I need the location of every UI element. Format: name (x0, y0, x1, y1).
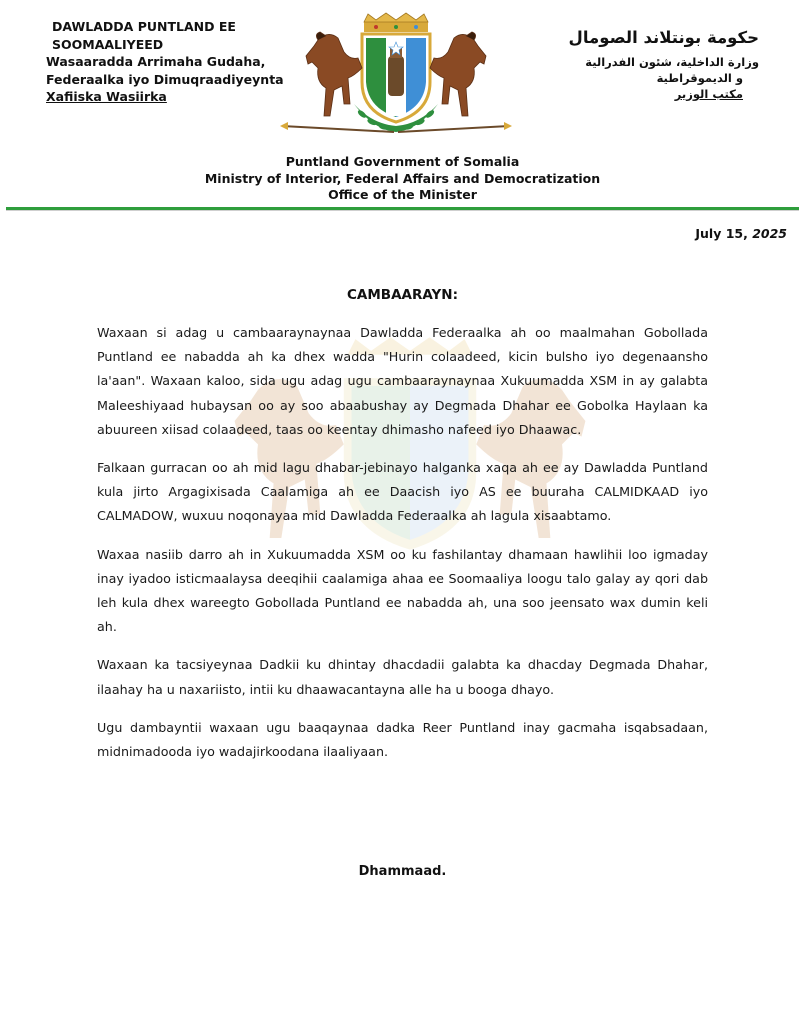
header-arabic-line-1: حكومة بونتلاند الصومال (568, 28, 759, 47)
letter-date (695, 226, 787, 241)
left-horse-icon (306, 32, 362, 116)
header-somali-block (46, 18, 306, 106)
header-divider-shadow (6, 210, 799, 211)
header-somali-line-4: Federaalka iyo Dimuqraadiyeynta (46, 71, 284, 87)
header-somali-line-5: Xafiiska Wasiirka (46, 89, 167, 104)
paragraph-1: Waxaan si adag u cambaaraynaynaa Dawladda Federaalka ah oo maalmahan Gobollada Puntland ee nabadda ah ka dhex wadda "Hurin colaadeed, kicin bulsho iyo degenaansho la'aan". Waxaan kaloo, sida ugu adag ugu cambaaraynaynaa Xukuumadda XSM in ay galabta Maleeshiyaad hubaysan oo ay soo abaabushay ay Degmada Dhahar ee Gobolka Haylaan ka abuureen xiisad colaadeed, taas oo keentay dhimasho nafeed iyo Dhaawac. (97, 325, 708, 437)
header-arabic-line-2: وزارة الداخلية، شئون الفدرالية (585, 55, 759, 69)
header-arabic-block (529, 26, 759, 102)
statement-body (97, 321, 708, 778)
header-english-line-2: Ministry of Interior, Federal Affairs and Democratization (204, 170, 601, 186)
closing-text: Dhammaad. (358, 864, 447, 879)
paragraph-3: Waxaa nasiib darro ah in Xukuumadda XSM oo ku fashilantay dhamaan hawlihii loo igmaday inay iyadoo isticmaalaysa deeqihii caalamiga ahaa ee Soomaaliya loogu talo galay ay qori dab leh kula dhex wareegto Gobollada Puntland ee nabadda ah, una soo jeensato wax dumin keli ah. (97, 546, 708, 635)
header-english-line-3: Office of the Minister (328, 187, 477, 202)
paragraph-4: Waxaan ka tacsiyeynaa Dadkii ku dhintay dhacdadii galabta ka dhacday Degmada Dhahar, ilaahay ha u naxariisto, intii ku dhaawacantayna alle ha u booga dhayo. (97, 657, 708, 697)
coat-of-arms-emblem (278, 12, 514, 140)
date-month-day: July 15, (695, 226, 753, 241)
statement-heading: CAMBAARAYN: (347, 287, 458, 303)
header-somali-line-3: Wasaaradda Arrimaha Gudaha, (46, 54, 266, 69)
header-somali-line-1: DAWLADDA PUNTLAND EE (52, 19, 236, 34)
crown-icon (364, 13, 428, 32)
header-somali-line-2: SOOMAALIYEED (52, 36, 164, 52)
right-horse-icon (430, 32, 486, 116)
shield-icon (362, 34, 430, 122)
header-arabic-line-4: مكتب الوزير (674, 87, 743, 101)
header-english-line-1: Puntland Government of Somalia (285, 154, 520, 169)
paragraph-2: Falkaan gurracan oo ah mid lagu dhabar-jebinayo halganka xaqa ah ee ay Dawladda Puntland kula jirto Argagixisada Caalamiga ah ee Daacish iyo AS ee buuraha CALMIDKAAD iyo CALMADOW, wuxuu noqonayaa mid Dawladda Federaalka ah lagula xisaabtamo. (97, 460, 708, 524)
paragraph-5: Ugu dambayntii waxaan ugu baaqaynaa dadka Reer Puntland inay gacmaha isqabsadaan, midnimadooda iyo wadajirkoodana ilaaliyaan. (97, 719, 708, 760)
header-english-block (0, 154, 805, 204)
header-arabic-line-3: و الديموقراطية (656, 71, 743, 85)
date-year: 2025 (752, 226, 787, 241)
